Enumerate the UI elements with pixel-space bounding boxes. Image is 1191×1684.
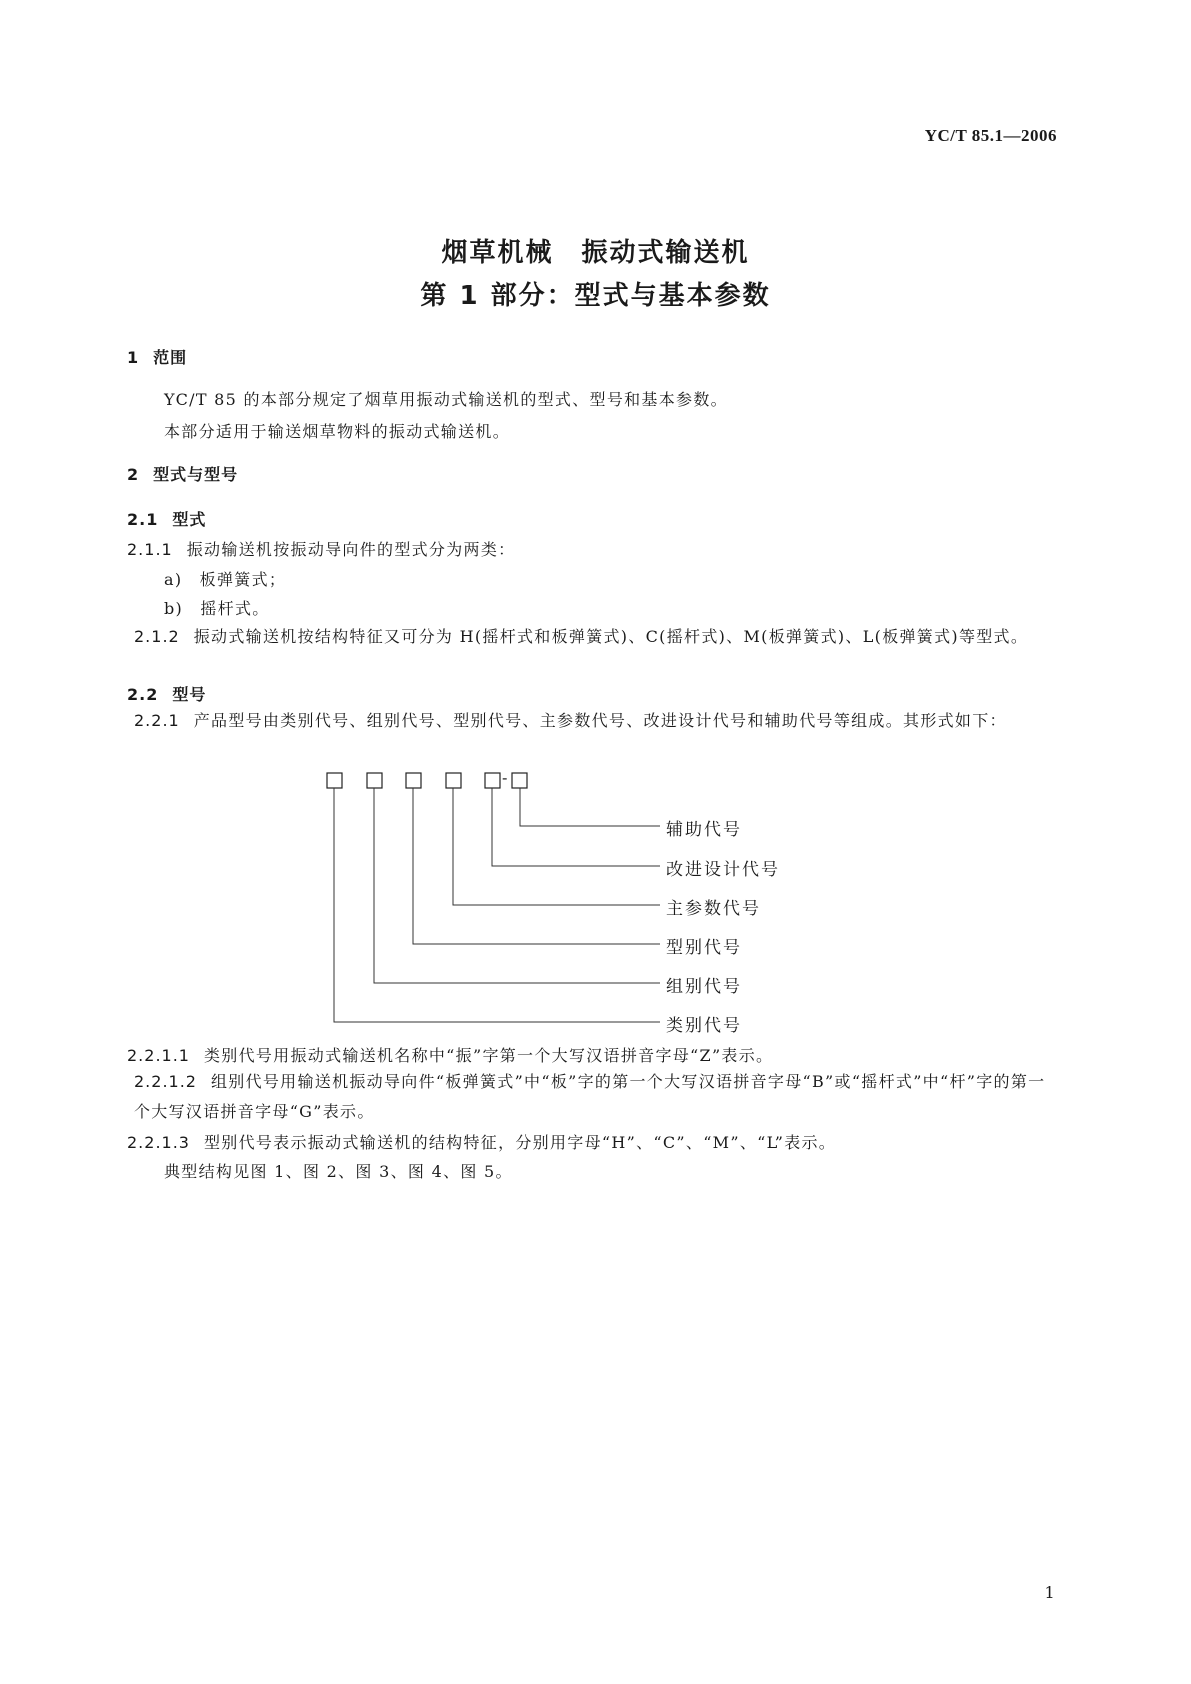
leader-line-auxiliary — [520, 788, 660, 826]
diagram-label-type: 型别代号 — [666, 938, 742, 958]
leader-line-improvement — [492, 788, 660, 866]
section-2-heading: 2 型式与型号 — [127, 465, 239, 484]
diagram-label-category: 类别代号 — [666, 1016, 742, 1036]
diagram-label-auxiliary: 辅助代号 — [666, 820, 742, 840]
diagram-label-main-param: 主参数代号 — [666, 899, 761, 919]
code-dash: - — [502, 768, 509, 787]
section-1-paragraph-2: 本部分适用于输送烟草物料的振动式输送机。 — [164, 422, 511, 441]
list-item-a: a) 板弹簧式； — [164, 570, 287, 589]
section-2-2-1-3: 2.2.1.3 型别代号表示振动式输送机的结构特征，分别用字母“H”、“C”、“M”、“L”表示。 — [127, 1133, 837, 1152]
code-box-type — [406, 773, 421, 788]
section-1-heading: 1 范围 — [127, 348, 188, 367]
section-2-1-1: 2.1.1 振动输送机按振动导向件的型式分为两类： — [127, 540, 516, 559]
section-2-2-1-1: 2.2.1.1 类别代号用振动式输送机名称中“振”字第一个大写汉语拼音字母“Z”表示。 — [127, 1046, 774, 1065]
section-2-2-1-2: 2.2.1.2 组别代号用输送机振动导向件“板弹簧式”中“板”字的第一个大写汉语拼音字母“B”或“摇杆式”中“杆”字的第一个大写汉语拼音字母“G”表示。 — [134, 1072, 1046, 1121]
document-title-line1: 烟草机械 振动式输送机 — [441, 238, 750, 268]
section-2-2-heading: 2.2 型号 — [127, 685, 207, 704]
section-2-1-2: 2.1.2 振动式输送机按结构特征又可分为 H(摇杆式和板弹簧式)、C(摇杆式)、M(板弹簧式)、L(板弹簧式)等型式。 — [134, 627, 1029, 646]
diagram-label-improvement: 改进设计代号 — [666, 860, 780, 880]
document-title-line2: 第 1 部分：型式与基本参数 — [420, 281, 771, 311]
diagram-label-group: 组别代号 — [666, 977, 742, 997]
code-box-main-param — [446, 773, 461, 788]
leader-line-main-param — [453, 788, 660, 905]
section-2-2-1-3-paragraph-2: 典型结构见图 1、图 2、图 3、图 4、图 5。 — [164, 1162, 513, 1181]
leader-line-group — [374, 788, 660, 983]
page-number: 1 — [1044, 1583, 1056, 1602]
section-2-1-heading: 2.1 型式 — [127, 510, 207, 529]
section-1-paragraph-1: YC/T 85 的本部分规定了烟草用振动式输送机的型式、型号和基本参数。 — [164, 390, 728, 409]
code-box-auxiliary — [512, 773, 527, 788]
section-2-2-1: 2.2.1 产品型号由类别代号、组别代号、型别代号、主参数代号、改进设计代号和辅助代号等组成。其形式如下： — [134, 711, 1007, 730]
code-box-category — [327, 773, 342, 788]
list-item-b: b) 摇杆式。 — [164, 599, 270, 618]
code-box-improvement — [485, 773, 500, 788]
code-box-group — [367, 773, 382, 788]
standard-code: YC/T 85.1—2006 — [924, 126, 1057, 145]
